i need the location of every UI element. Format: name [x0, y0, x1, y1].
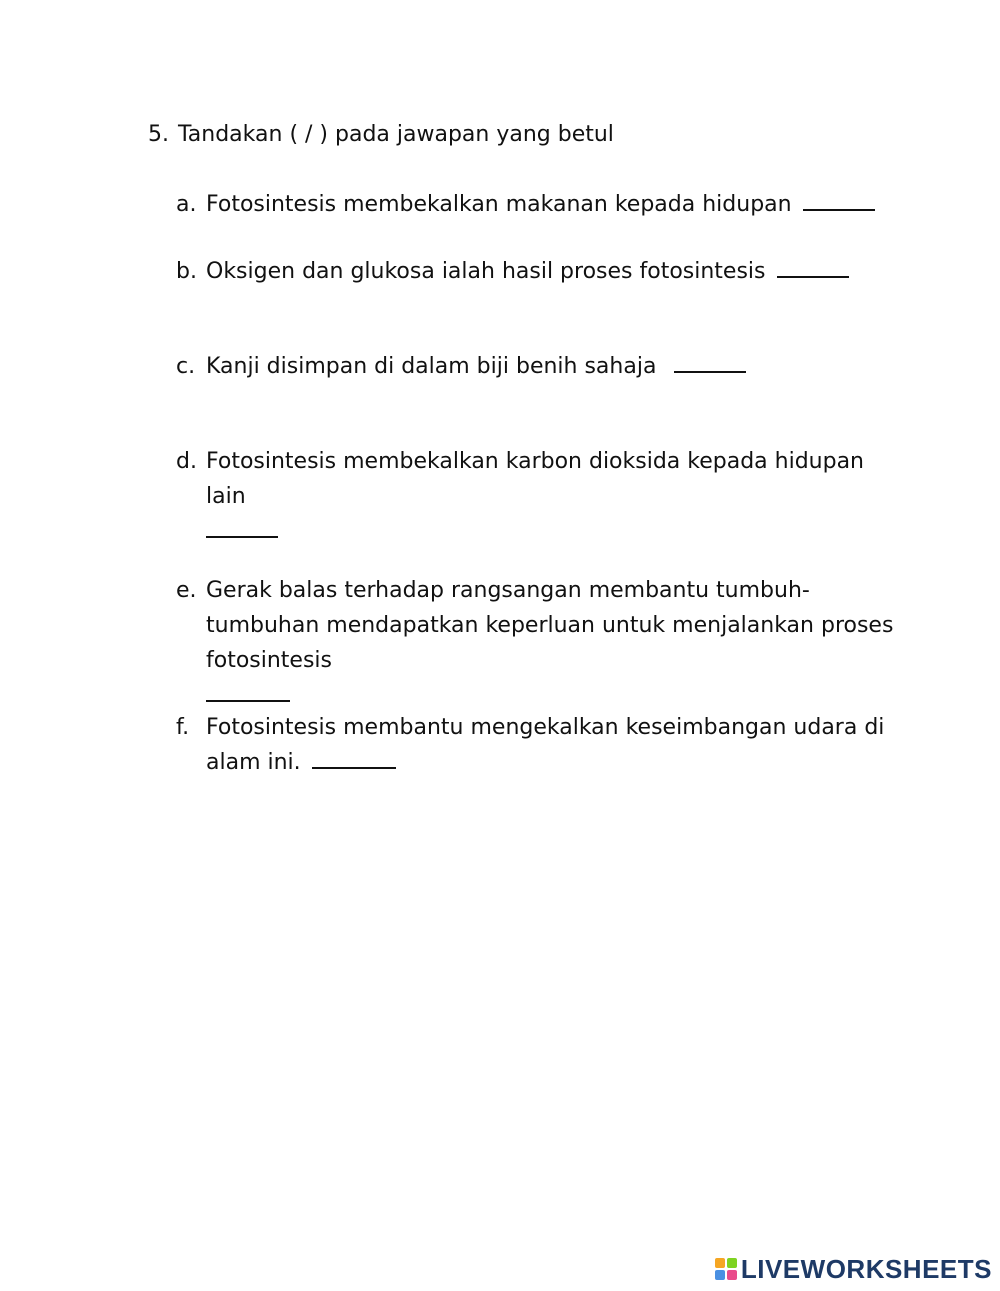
answer-blank-e[interactable]	[206, 678, 290, 702]
list-item-e	[176, 573, 896, 713]
list-item-b	[176, 254, 896, 289]
item-letter: f.	[176, 715, 190, 740]
question-number: 5.	[148, 122, 169, 147]
answer-blank-d[interactable]	[206, 514, 278, 538]
answer-blank-f[interactable]	[312, 745, 396, 769]
item-letter: c.	[176, 354, 196, 379]
answer-blank-b[interactable]	[777, 254, 849, 278]
question-instruction: Tandakan ( / ) pada jawapan yang betul	[178, 122, 614, 147]
brand-name: LIVEWORKSHEETS	[740, 1253, 992, 1284]
answer-blank-c[interactable]	[674, 349, 746, 373]
item-text: Fotosintesis membekalkan karbon dioksida kepada hidupan lain	[206, 449, 865, 509]
item-text: Fotosintesis membantu mengekalkan keseimbangan udara di alam ini.	[206, 715, 885, 775]
list-item-d	[176, 444, 896, 549]
liveworksheets-logo-icon	[715, 1258, 737, 1280]
item-text: Kanji disimpan di dalam biji benih sahaja	[206, 354, 671, 379]
list-item-c	[176, 349, 896, 384]
item-letter: d.	[176, 449, 197, 474]
list-item-a	[176, 187, 896, 222]
item-text: Fotosintesis membekalkan makanan kepada hidupan	[206, 192, 799, 217]
item-letter: e.	[176, 578, 197, 603]
item-letter: b.	[176, 259, 197, 284]
list-item-f	[176, 710, 896, 780]
item-letter: a.	[176, 192, 197, 217]
item-text: Oksigen dan glukosa ialah hasil proses fotosintesis	[206, 259, 773, 284]
footer-brand	[715, 1255, 992, 1283]
item-text: Gerak balas terhadap rangsangan membantu tumbuh-tumbuhan mendapatkan keperluan untuk menjalankan proses fotosintesis	[206, 578, 894, 673]
answer-blank-a[interactable]	[803, 187, 875, 211]
